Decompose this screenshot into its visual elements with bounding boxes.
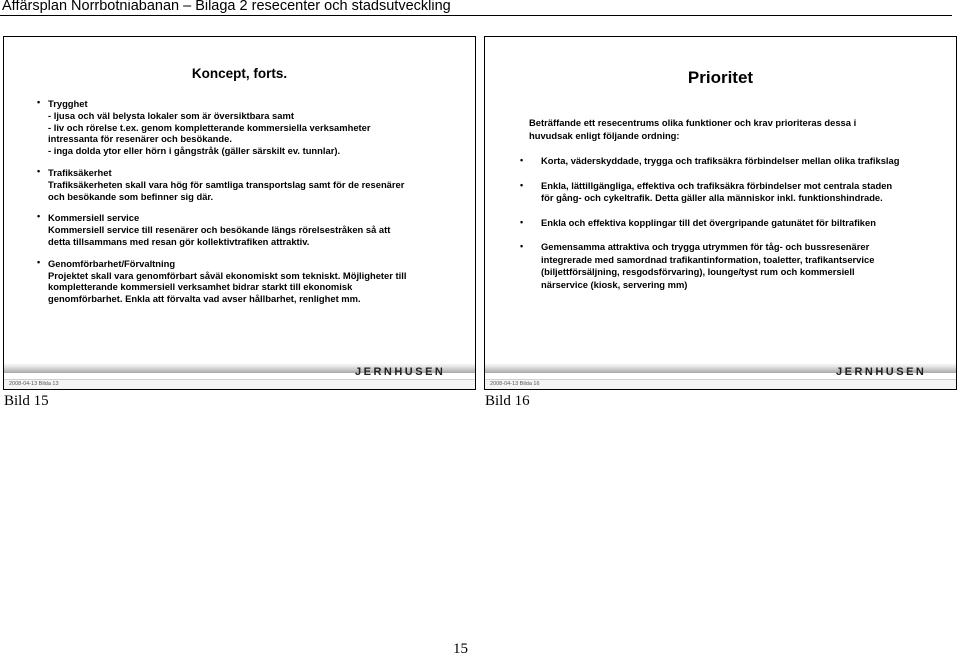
bullet-line: (biljettförsäljning, resgodsförvaring), lounge/tyst rum och kommersiell bbox=[541, 266, 855, 277]
bullet-item bbox=[520, 241, 949, 291]
bullet-line: kompletterande kommersiell verksamhet bidrar starkt till ekonomisk bbox=[48, 281, 353, 293]
bullet-icon: • bbox=[37, 165, 41, 176]
slide-body bbox=[37, 98, 467, 315]
bullet-icon: • bbox=[37, 211, 41, 222]
bullet-line: Gemensamma attraktiva och trygga utrymmen för tåg- och bussresenärer bbox=[541, 241, 870, 252]
bullet-heading: Kommersiell service bbox=[48, 212, 140, 224]
bullet-heading: Trygghet bbox=[48, 98, 88, 109]
document-title: Affärsplan Norrbotniabanan – Bilaga 2 resecenter och stadsutveckling bbox=[2, 0, 451, 14]
slide-thumbnail-16 bbox=[484, 36, 957, 390]
bullet-line: Enkla och effektiva kopplingar till det övergripande gatunätet för biltrafiken bbox=[541, 216, 876, 228]
bullet-line: Projektet skall vara genomförbart såväl ekonomiskt som tekniskt. Möjligheter till bbox=[48, 269, 407, 281]
slide-footer-meta: 2008-04-13 Bilda 16 bbox=[490, 381, 540, 387]
intro-line: huvudsak enligt följande ordning: bbox=[529, 129, 680, 141]
slide-body bbox=[520, 117, 949, 303]
bullet-line: - ljusa och väl belysta lokaler som är översiktbara samt bbox=[48, 109, 294, 121]
bullet-item bbox=[520, 216, 949, 230]
bullet-line: - inga dolda ytor eller hörn i gångstråk (gäller särskilt ev. tunnlar). bbox=[48, 145, 341, 157]
bullet-icon: • bbox=[37, 256, 41, 267]
bullet-icon: • bbox=[37, 97, 41, 107]
bullet-icon: • bbox=[520, 155, 524, 165]
page-number: 15 bbox=[453, 641, 468, 657]
bullet-line: integrerade med samordnad trafikantinformation, toaletter, trafikantservice bbox=[541, 253, 875, 265]
slide-footer-strip bbox=[485, 379, 956, 390]
jernhusen-logo: JERNHUSEN bbox=[836, 366, 927, 378]
bullet-line: genomförbarhet. Enkla att förvalta vad avser hållbarhet, renlighet mm. bbox=[48, 293, 361, 305]
slide-footer-meta: 2008-04-13 Bilda 13 bbox=[9, 381, 59, 387]
bullet-item bbox=[520, 155, 949, 168]
bullet-item bbox=[37, 212, 467, 247]
bullet-icon: • bbox=[520, 241, 524, 251]
bullet-line: Kommersiell service till resenärer och besökande längs rörelsestråken så att bbox=[48, 224, 391, 236]
bullet-heading: Genomförbarhet/Förvaltning bbox=[48, 257, 176, 269]
slide-caption-15: Bild 15 bbox=[4, 393, 49, 409]
bullet-item bbox=[37, 167, 467, 202]
bullet-icon: • bbox=[520, 216, 524, 227]
slide-title: Koncept, forts. bbox=[191, 66, 288, 81]
bullet-line: detta tillsammans med resan gör kollektivtrafiken attraktiv. bbox=[48, 235, 310, 247]
bullet-line: och besökande som befinner sig där. bbox=[48, 190, 214, 202]
bullet-heading: Trafiksäkerhet bbox=[48, 166, 112, 178]
slide-intro bbox=[529, 117, 949, 142]
bullet-item bbox=[37, 98, 467, 157]
jernhusen-logo: JERNHUSEN bbox=[355, 366, 446, 378]
bullet-line: Enkla, lättillgängliga, effektiva och trafiksäkra förbindelser mot centrala staden bbox=[541, 179, 893, 191]
bullet-line: Korta, väderskyddade, trygga och trafiksäkra förbindelser mellan olika trafikslag bbox=[541, 155, 900, 166]
page-header bbox=[0, 0, 960, 17]
bullet-line: Trafiksäkerheten skall vara hög för samtliga transportslag samt för de resenärer bbox=[48, 178, 405, 190]
bullet-line: intressanta för resenärer och besökande. bbox=[48, 133, 232, 145]
bullet-item bbox=[520, 179, 949, 205]
slide-caption-16: Bild 16 bbox=[485, 393, 530, 409]
slide-title: Prioritet bbox=[687, 68, 754, 87]
intro-line: Beträffande ett resecentrums olika funktioner och krav prioriteras dessa i bbox=[529, 117, 857, 128]
slide-thumbnail-15 bbox=[3, 36, 476, 390]
bullet-line: - liv och rörelse t.ex. genom kompletterande kommersiella verksamheter bbox=[48, 121, 371, 133]
bullet-line: närservice (kiosk, servering mm) bbox=[541, 278, 688, 290]
bullet-item bbox=[37, 258, 467, 305]
header-rule bbox=[0, 15, 952, 16]
bullet-icon: • bbox=[520, 179, 524, 190]
slide-footer-strip bbox=[4, 379, 475, 390]
bullet-line: för gång- och cykeltrafik. Detta gäller alla människor inkl. funktionshindrade. bbox=[541, 192, 883, 203]
